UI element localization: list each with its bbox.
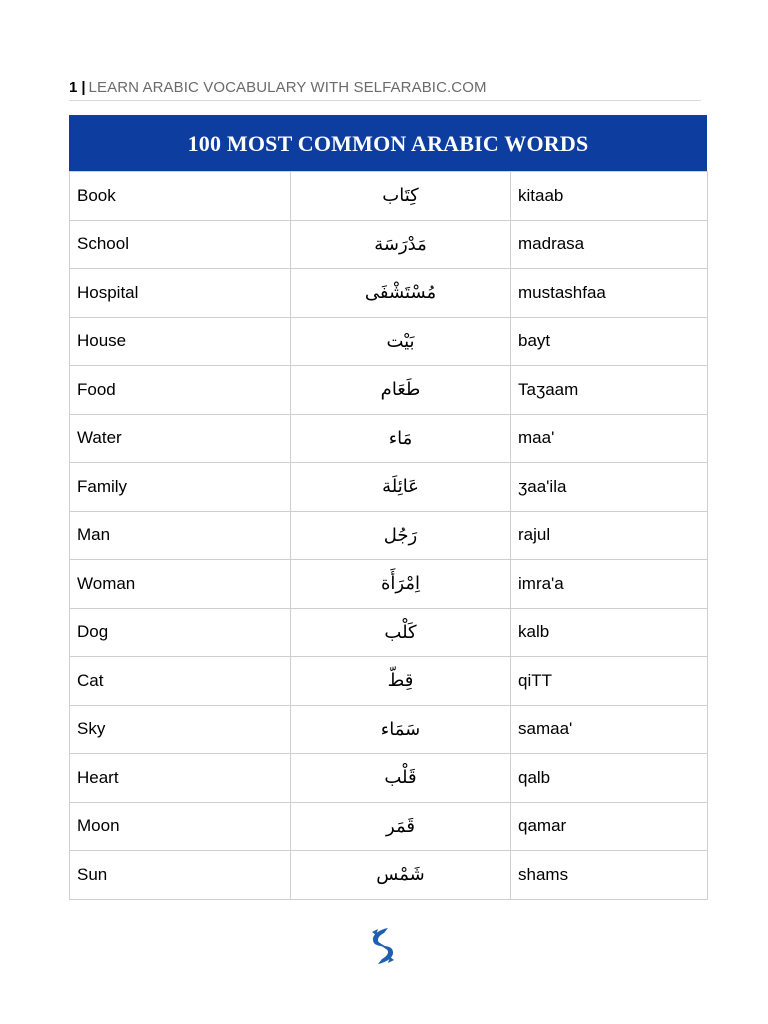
transliteration: qalb (511, 754, 708, 803)
arabic-word: رَجُل (291, 511, 511, 560)
table-row (70, 560, 708, 609)
english-word: Heart (70, 754, 291, 803)
table-title: 100 MOST COMMON ARABIC WORDS (69, 115, 707, 172)
transliteration: Taʒaam (511, 366, 708, 415)
english-word: Man (70, 511, 291, 560)
english-word: School (70, 220, 291, 269)
arabic-word: طَعَام (291, 366, 511, 415)
arabic-word: اِمْرَأَة (291, 560, 511, 609)
transliteration: kitaab (511, 172, 708, 221)
arabic-word: شَمْس (291, 851, 511, 900)
english-word: Book (70, 172, 291, 221)
english-word: Moon (70, 802, 291, 851)
transliteration: shams (511, 851, 708, 900)
english-word: Hospital (70, 269, 291, 318)
arabic-word: سَمَاء (291, 705, 511, 754)
transliteration: rajul (511, 511, 708, 560)
table-row (70, 511, 708, 560)
arabic-word: كِتَاب (291, 172, 511, 221)
table-row (70, 317, 708, 366)
arabic-word: بَيْت (291, 317, 511, 366)
table-row (70, 366, 708, 415)
table-row (70, 220, 708, 269)
transliteration: ʒaa'ila (511, 463, 708, 512)
english-word: Family (70, 463, 291, 512)
arabic-word: قَلْب (291, 754, 511, 803)
english-word: Cat (70, 657, 291, 706)
transliteration: mustashfaa (511, 269, 708, 318)
english-word: Sun (70, 851, 291, 900)
arabic-word: عَائِلَة (291, 463, 511, 512)
table-row (70, 754, 708, 803)
header-separator: | (81, 79, 86, 96)
transliteration: kalb (511, 608, 708, 657)
english-word: Woman (70, 560, 291, 609)
arabic-word: مُسْتَشْفَى (291, 269, 511, 318)
transliteration: maa' (511, 414, 708, 463)
header-text: LEARN ARABIC VOCABULARY WITH SELFARABIC.COM (88, 79, 487, 96)
table-row (70, 657, 708, 706)
table-row (70, 608, 708, 657)
transliteration: bayt (511, 317, 708, 366)
selfarabic-logo-icon (366, 926, 400, 966)
english-word: Sky (70, 705, 291, 754)
english-word: Water (70, 414, 291, 463)
transliteration: samaa' (511, 705, 708, 754)
arabic-word: كَلْب (291, 608, 511, 657)
table-row (70, 802, 708, 851)
vocabulary-table (69, 171, 708, 900)
transliteration: imra'a (511, 560, 708, 609)
page-number: 1 (69, 79, 78, 96)
table-row (70, 172, 708, 221)
transliteration: qiTT (511, 657, 708, 706)
arabic-word: قِطّ (291, 657, 511, 706)
transliteration: madrasa (511, 220, 708, 269)
page-header (69, 78, 701, 101)
arabic-word: مَاء (291, 414, 511, 463)
table-row (70, 414, 708, 463)
english-word: Food (70, 366, 291, 415)
arabic-word: قَمَر (291, 802, 511, 851)
table-row (70, 851, 708, 900)
table-row (70, 463, 708, 512)
table-row (70, 705, 708, 754)
table-row (70, 269, 708, 318)
vocabulary-table-body (70, 172, 708, 900)
arabic-word: مَدْرَسَة (291, 220, 511, 269)
transliteration: qamar (511, 802, 708, 851)
english-word: House (70, 317, 291, 366)
english-word: Dog (70, 608, 291, 657)
